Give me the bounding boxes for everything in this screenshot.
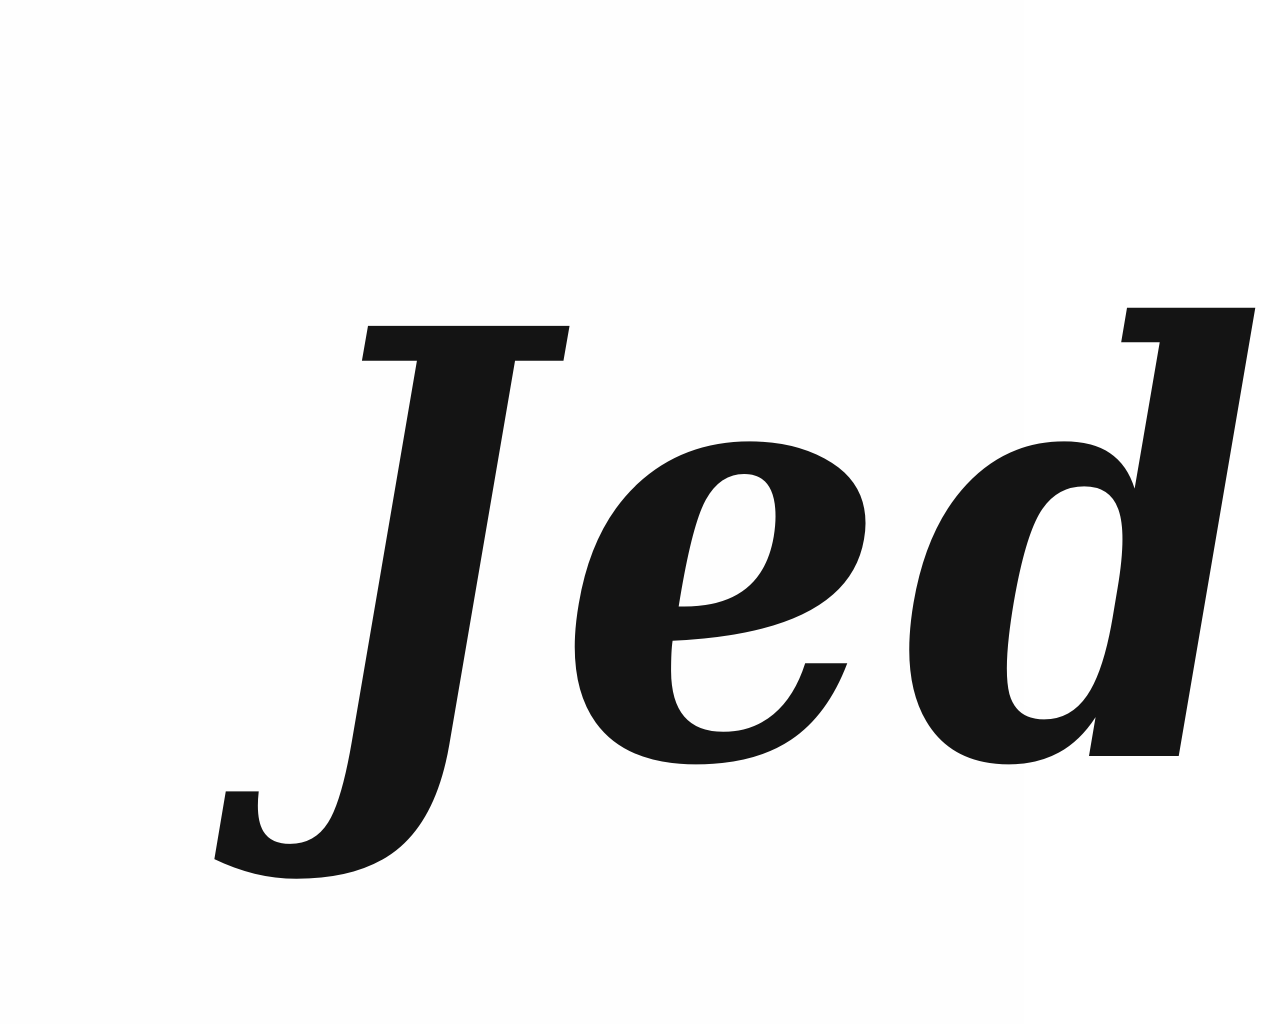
cropped-italic-word: Jed bbox=[296, 203, 1283, 896]
